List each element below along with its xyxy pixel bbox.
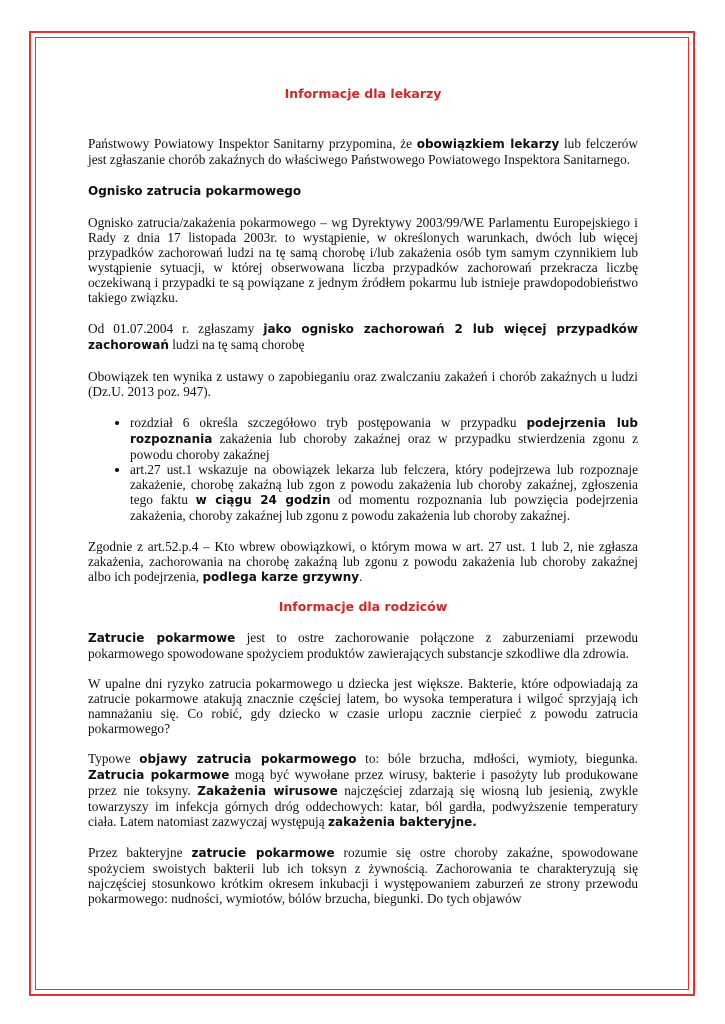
parents-p2: W upalne dni ryzyko zatrucia pokarmowego u dziecka jest większe. Bakterie, które odpowiadają za zatrucie pokarmowe atakują znacznie częściej latem, bo wysoka temperatura i wilgoć sprzyjają ich namnażaniu się. Co robić, gdy dziecko w czasie urlopu zacznie cierpieć z powodu zatrucia pokarmowego? [88,676,638,736]
report-bold: jako ognisko zachorowań 2 lub więcej przypadków zachorowań [88,322,638,352]
list-item [130,415,638,462]
p4-text-c: rozumie się ostre choroby zakaźne, spowodowane spożyciem swoistych bakterii lub ich toksyn z żywnością. Zachorowania te charakteryzują się najczęściej stosunkowo krótkim okresem inkubacji i występowaniem zaburzeń ze strony przewodu pokarmowego: nudności, wymiotów, bólów brzucha, biegunki. Do tych objawów [88,845,639,906]
outbreak-subheading: Ognisko zatrucia pokarmowego [88,184,302,198]
penalty-text-a: Zgodnie z art.52.p.4 – Kto wbrew obowiązkowi, o którym mowa w art. 27 ust. 1 lub 2, nie zgłasza zakażenia, zachorowania na chorobę zakaźną lub zgonu z powodu zakażenia lub choroby zakaźnej albo ich podejrzenia, [88,539,638,584]
bullet2-text-c: od momentu rozpoznania lub powzięcia podejrzenia zakażenia, choroby zakaźnej lub zgonu z powodu zakażenia lub choroby zakaźnej. [130,492,638,523]
intro-text-c: lub felczerów jest zgłaszanie chorób zakaźnych do właściwego Państwowego Powiatowego Inspektora Sanitarnego. [88,136,639,167]
law-bullet-list [88,415,638,523]
bullet1-text-c: zakażenia lub choroby zakaźnej oraz w przypadku stwierdzenia zgonu z powodu choroby zakaźnej [130,431,638,462]
doctors-intro [88,136,638,167]
report-text-c: ludzi na tę samą chorobę [168,337,305,352]
document-body [88,84,638,906]
bullet2-text-a: art.27 ust.1 wskazuje na obowiązek lekarza lub felczera, który podejrzewa lub rozpoznaje zakażenie, chorobę zakaźną lub zgon z powodu zakażenia lub choroby zakaźnej, zgłoszenia tego faktu [130,462,638,507]
bullet1-bold: podejrzenia lub rozpoznania [130,416,638,446]
parents-heading: Informacje dla rodziców [278,599,448,614]
p3-bold-f: Zakażenia wirusowe [197,784,338,798]
report-rule [88,321,638,353]
p1-bold: Zatrucie pokarmowe [88,631,236,645]
p4-text-a: Przez bakteryjne [88,845,192,860]
p4-bold: zatrucie pokarmowe [191,846,335,860]
p3-text-e: mogą być wywołane przez wirusy, bakterie i pasożyty lub produkowane przez nie toksyny. [88,767,638,798]
doctors-heading: Informacje dla lekarzy [284,86,442,101]
parents-p4 [88,845,638,906]
intro-bold: obowiązkiem lekarzy [416,137,560,151]
penalty-paragraph [88,539,638,585]
p1-text: jest to ostre zachorowanie połączone z zaburzeniami przewodu pokarmowego spowodowane spożyciem produktów zawierających substancje szkodliwe dla zdrowia. [88,630,638,661]
bullet2-bold: w ciągu 24 godzin [195,493,331,507]
list-item [130,462,638,523]
law-reference: Obowiązek ten wynika z ustawy o zapobieganiu oraz zwalczaniu zakażeń i chorób zakaźnych u ludzi (Dz.U. 2013 poz. 947). [88,369,638,399]
bullet1-text-a: rozdział 6 określa szczegółowo tryb postępowania w przypadku [130,415,527,430]
p3-text-g: najczęściej zdarzają się wiosną lub jesienią, zwykle towarzyszy im infekcja górnych dróg oddechowych: katar, ból gardła, podwyższenie temperatury ciała. Latem natomiast zazwyczaj występują [88,783,638,829]
p3-bold-b: objawy zatrucia pokarmowego [139,752,357,766]
p3-bold-d: Zatrucia pokarmowe [88,768,230,782]
penalty-bold: podlega karze grzywny [202,570,360,584]
report-text-a: Od 01.07.2004 r. zgłaszamy [88,321,264,336]
penalty-text-c: . [359,569,363,584]
intro-text-a: Państwowy Powiatowy Inspektor Sanitarny przypomina, że [88,136,417,151]
p3-bold-h: zakażenia bakteryjne. [327,815,477,829]
p3-text-c: to: bóle brzucha, mdłości, wymioty, biegunka. [356,751,638,766]
outbreak-definition: Ognisko zatrucia/zakażenia pokarmowego – wg Dyrektywy 2003/99/WE Parlamentu Europejskiego i Rady z dnia 17 listopada 2003r. to wystąpienie, w określonych warunkach, dwóch lub więcej przypadków zachorowań ludzi na tę samą chorobę i/lub zakażenia osób tym samym czynnikiem lub wystąpienie sytuacji, w której obserwowana liczba przypadków zachorowań przekracza liczbę oczekiwaną i przypadki te są powiązane z jednym źródłem pokarmu lub istnieje prawdopodobieństwo takiego związku. [88,215,638,305]
parents-p1 [88,630,638,661]
parents-p3 [88,751,638,830]
p3-text-a: Typowe [88,751,140,766]
